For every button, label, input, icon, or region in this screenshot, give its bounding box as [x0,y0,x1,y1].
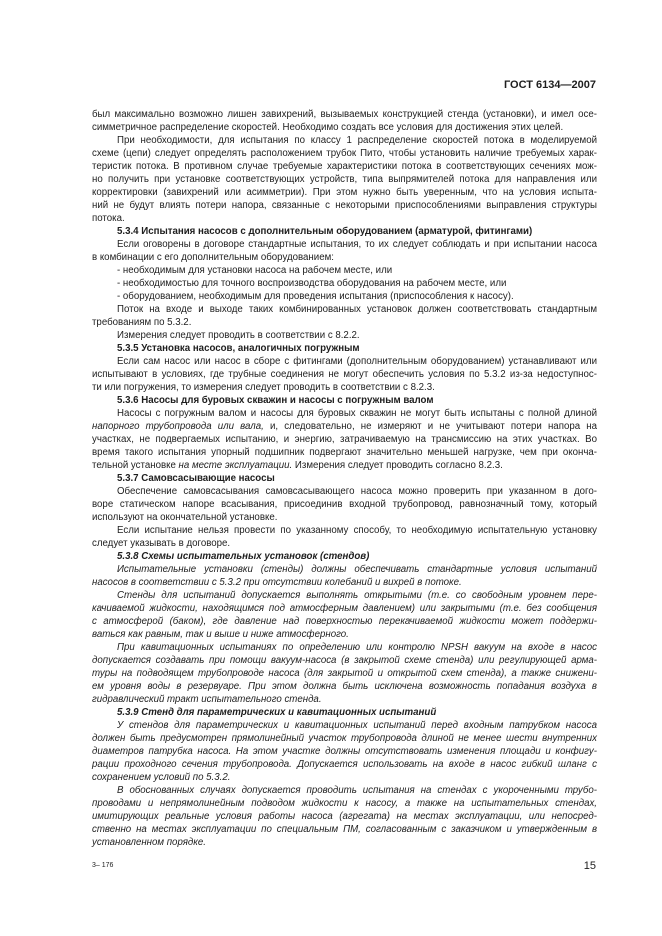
text-line [92,667,597,680]
text-segment: Измерения следует проводить в соответствии с 8.2.2. [117,330,360,341]
text-segment: имитирующих реальные условия работы насоса (агрегата) на местах эксплуатации, или непосред- [92,811,597,822]
text-segment: используют на окончательной установке. [92,512,278,523]
text-segment: диаметров патрубка насоса. На этом участке должны отсутствовать изменения площади и конфигу- [92,746,597,757]
text-line [92,654,597,667]
text-line [92,355,597,368]
text-segment: Испытательные установки (стенды) должны обеспечивать стандартные условия испытаний [117,564,597,575]
section-heading-line [92,342,597,355]
text-segment: Если оговорены в договоре стандартные испытания, то их следует соблюдать и при испытании насоса [117,239,597,250]
text-line [92,641,597,654]
text-line [92,251,597,264]
text-segment: При необходимости, для испытания по классу 1 распределение скоростей потока в моделируемой [117,135,597,146]
text-segment: схеме (цепи) следует определять расположением трубок Пито, чтобы установить наличие требуемых харак- [92,148,597,159]
text-segment: У стендов для параметрических и кавитационных испытаний перед входным патрубком насоса [117,720,597,731]
text-segment: воре статическом напоре всасывания, присоединив входной трубопровод, равнозначный тому, который [92,499,597,510]
text-line [92,771,597,784]
footer-print-code: 3– 176 [92,862,114,869]
text-segment: Поток на входе и выходе таких комбинированных установок должен соответствовать стандартным [117,304,597,315]
text-line [92,498,597,511]
text-segment: испытывают в условиях, где трубные соединения не могут обеспечить условия по 5.3.2 из-за недоступнос- [92,369,597,380]
text-segment: должен быть предусмотрен прямолинейный участок трубопровода длиной не менее шести внутренних [92,733,597,744]
text-line [92,589,597,602]
text-line [92,186,597,199]
text-line [92,212,597,225]
text-segment: участках, не подвергаемых испытанию, и энергию, затрачиваемую на трансмиссию на этих участках. Во [92,434,597,445]
text-line [92,108,597,121]
text-segment: 5.3.9 Стенд для параметрических и кавитационных испытаний [117,707,437,718]
text-segment: гидравлический тракт испытательного стенда. [92,694,322,705]
text-segment: ний не будут влиять потери напора, связанные с некоторыми приспособлениями выправления структуры [92,200,597,211]
text-line [92,303,597,316]
section-heading-line [92,225,597,238]
text-line [92,290,597,303]
text-line [92,238,597,251]
text-segment: 5.3.7 Самовсасывающие насосы [117,473,275,484]
text-line [92,160,597,173]
text-line [92,823,597,836]
text-segment: допускается создавать при помощи вакуум-насоса (в закрытой схеме стенда) или регулирующей арма- [92,655,597,666]
text-line [92,602,597,615]
text-line [92,121,597,134]
text-segment: В обоснованных случаях допускается проводить испытания на стендах с укороченными трубо- [117,785,597,796]
text-line [92,810,597,823]
text-line [92,407,597,420]
text-segment: рации проходного сечения трубопровода. Допускается использовать на входе в насос гибкий шланг с [92,759,597,770]
text-line [92,732,597,745]
text-segment: ственно на местах эксплуатации по специальным ПМ, согласованным с заказчиком и утвержденным в [92,824,597,835]
text-segment: ти или погружения, то измерения следует проводить в соответствии с 8.2.3. [92,382,435,393]
text-segment: ем уровня воды в резервуаре. При этом должна быть исключена возможность попадания воздуха в [92,681,597,692]
text-line [92,628,597,641]
text-segment: Насосы с погружным валом и насосы для буровых скважин не могут быть испытаны с полной длиной [117,408,597,419]
text-line [92,511,597,524]
text-segment: качиваемой жидкости, находящимся под атмосферным давлением) или закрытыми (т.е. без сообщения [92,603,597,614]
text-segment: сохранением условий по 5.3.2. [92,772,231,783]
text-segment: Измерения следует проводить согласно 8.2.3. [292,460,503,471]
text-segment: Обеспечение самовсасывания самовсасывающего насоса можно проверить при указанном в дого- [117,486,597,497]
section-heading-line [92,706,597,719]
text-segment: насосов в соответствии с 5.3.2 при отсутствии колебаний и вихрей в потоке. [92,577,462,588]
text-line [92,836,597,849]
text-line [92,693,597,706]
text-segment: - необходимым для установки насоса на рабочем месте, или [117,265,393,276]
text-line [92,459,597,472]
text-segment: - оборудованием, необходимым для проведения испытания (приспособления к насосу). [117,291,514,302]
text-segment: - необходимостью для точного воспроизводства оборудования на рабочем месте, или [117,278,507,289]
text-line [92,758,597,771]
document-header-id: ГОСТ 6134—2007 [503,79,596,91]
text-line [92,134,597,147]
text-line [92,446,597,459]
text-segment: Если испытание нельзя провести по указанному способу, то необходимую испытательную установку [117,525,597,536]
text-segment: При кавитационных испытаниях по определению или контролю NPSH вакуум на входе в насос [117,642,597,653]
document-body [92,108,597,849]
text-line [92,433,597,446]
text-segment: туры на подводящем трубопроводе насоса (для закрытой и открытой схем стенда), а также снижени- [92,668,597,679]
text-line [92,381,597,394]
text-segment: 5.3.5 Установка насосов, аналогичных погружным [117,343,360,354]
text-line [92,264,597,277]
text-segment: 5.3.4 Испытания насосов с дополнительным оборудованием (арматурой, фитингами) [117,226,533,237]
section-heading-line [92,550,597,563]
text-line [92,784,597,797]
text-segment: потока. [92,213,125,224]
text-line [92,537,597,550]
text-line [92,719,597,732]
text-segment: требованиям по 5.3.2. [92,317,192,328]
text-segment: корректировки (завихрений или асимметрии). При этом нужно быть уверенным, что на условия испыта- [92,187,597,198]
text-line [92,199,597,212]
text-line [92,277,597,290]
text-line [92,797,597,810]
section-heading-line [92,394,597,407]
text-line [92,576,597,589]
text-segment: был максимально возможно лишен завихрений, вызываемых конструкцией стенда (установки), и имел осе- [92,109,597,120]
text-segment: 5.3.6 Насосы для буровых скважин и насосы с погружным валом [117,395,434,406]
text-line [92,420,597,433]
section-heading-line [92,472,597,485]
text-segment: Если сам насос или насос в сборе с фитингами (дополнительным оборудованием) устанавливают или [117,356,597,367]
text-segment: следует указывать в договоре. [92,538,231,549]
text-line [92,615,597,628]
text-segment: теристик потока. В противном случае требуемые характеристики потока в соответствующих сечениях мож- [92,161,597,172]
text-segment: время такого испытания упорный подшипник подвергают значительно меньшей нагрузке, чем при оконча- [92,447,597,458]
text-segment: тельной установке [92,460,179,471]
text-line [92,524,597,537]
text-segment: Стенды для испытаний допускается выполнять открытыми (т.е. со свободным уровнем пере- [117,590,597,601]
text-line [92,485,597,498]
text-segment: 5.3.8 Схемы испытательных установок (стендов) [117,551,370,562]
text-segment: но получить при установке соответствующих устройств, типа выпрямителей потока для направления или [92,174,597,185]
text-segment: ваться как равным, так и выше и ниже атмосферного. [92,629,349,640]
text-line [92,368,597,381]
text-line [92,563,597,576]
text-segment: симметричное распределение скоростей. Необходимо создать все условия для достижения этих целей. [92,122,564,133]
text-line [92,680,597,693]
text-segment: и, следовательно, не измеряют и не учитывают потери напора на [263,421,597,432]
text-line [92,329,597,342]
text-line [92,147,597,160]
text-line [92,173,597,186]
text-segment: с атмосферой (баком), где давление над поверхностью перекачиваемой жидкости может поддержи- [92,616,597,627]
text-segment: на месте эксплуатации. [178,460,293,471]
text-segment: напорного трубопровода или вала, [92,421,264,432]
text-segment: проводами и непрямолинейным подводом жидкости к насосу, а также на испытательных стендах, [92,798,597,809]
text-segment: установленном порядке. [92,837,206,848]
text-segment: в комбинации с его дополнительным оборудованием: [92,252,334,263]
text-line [92,745,597,758]
text-line [92,316,597,329]
page-number: 15 [583,860,596,872]
